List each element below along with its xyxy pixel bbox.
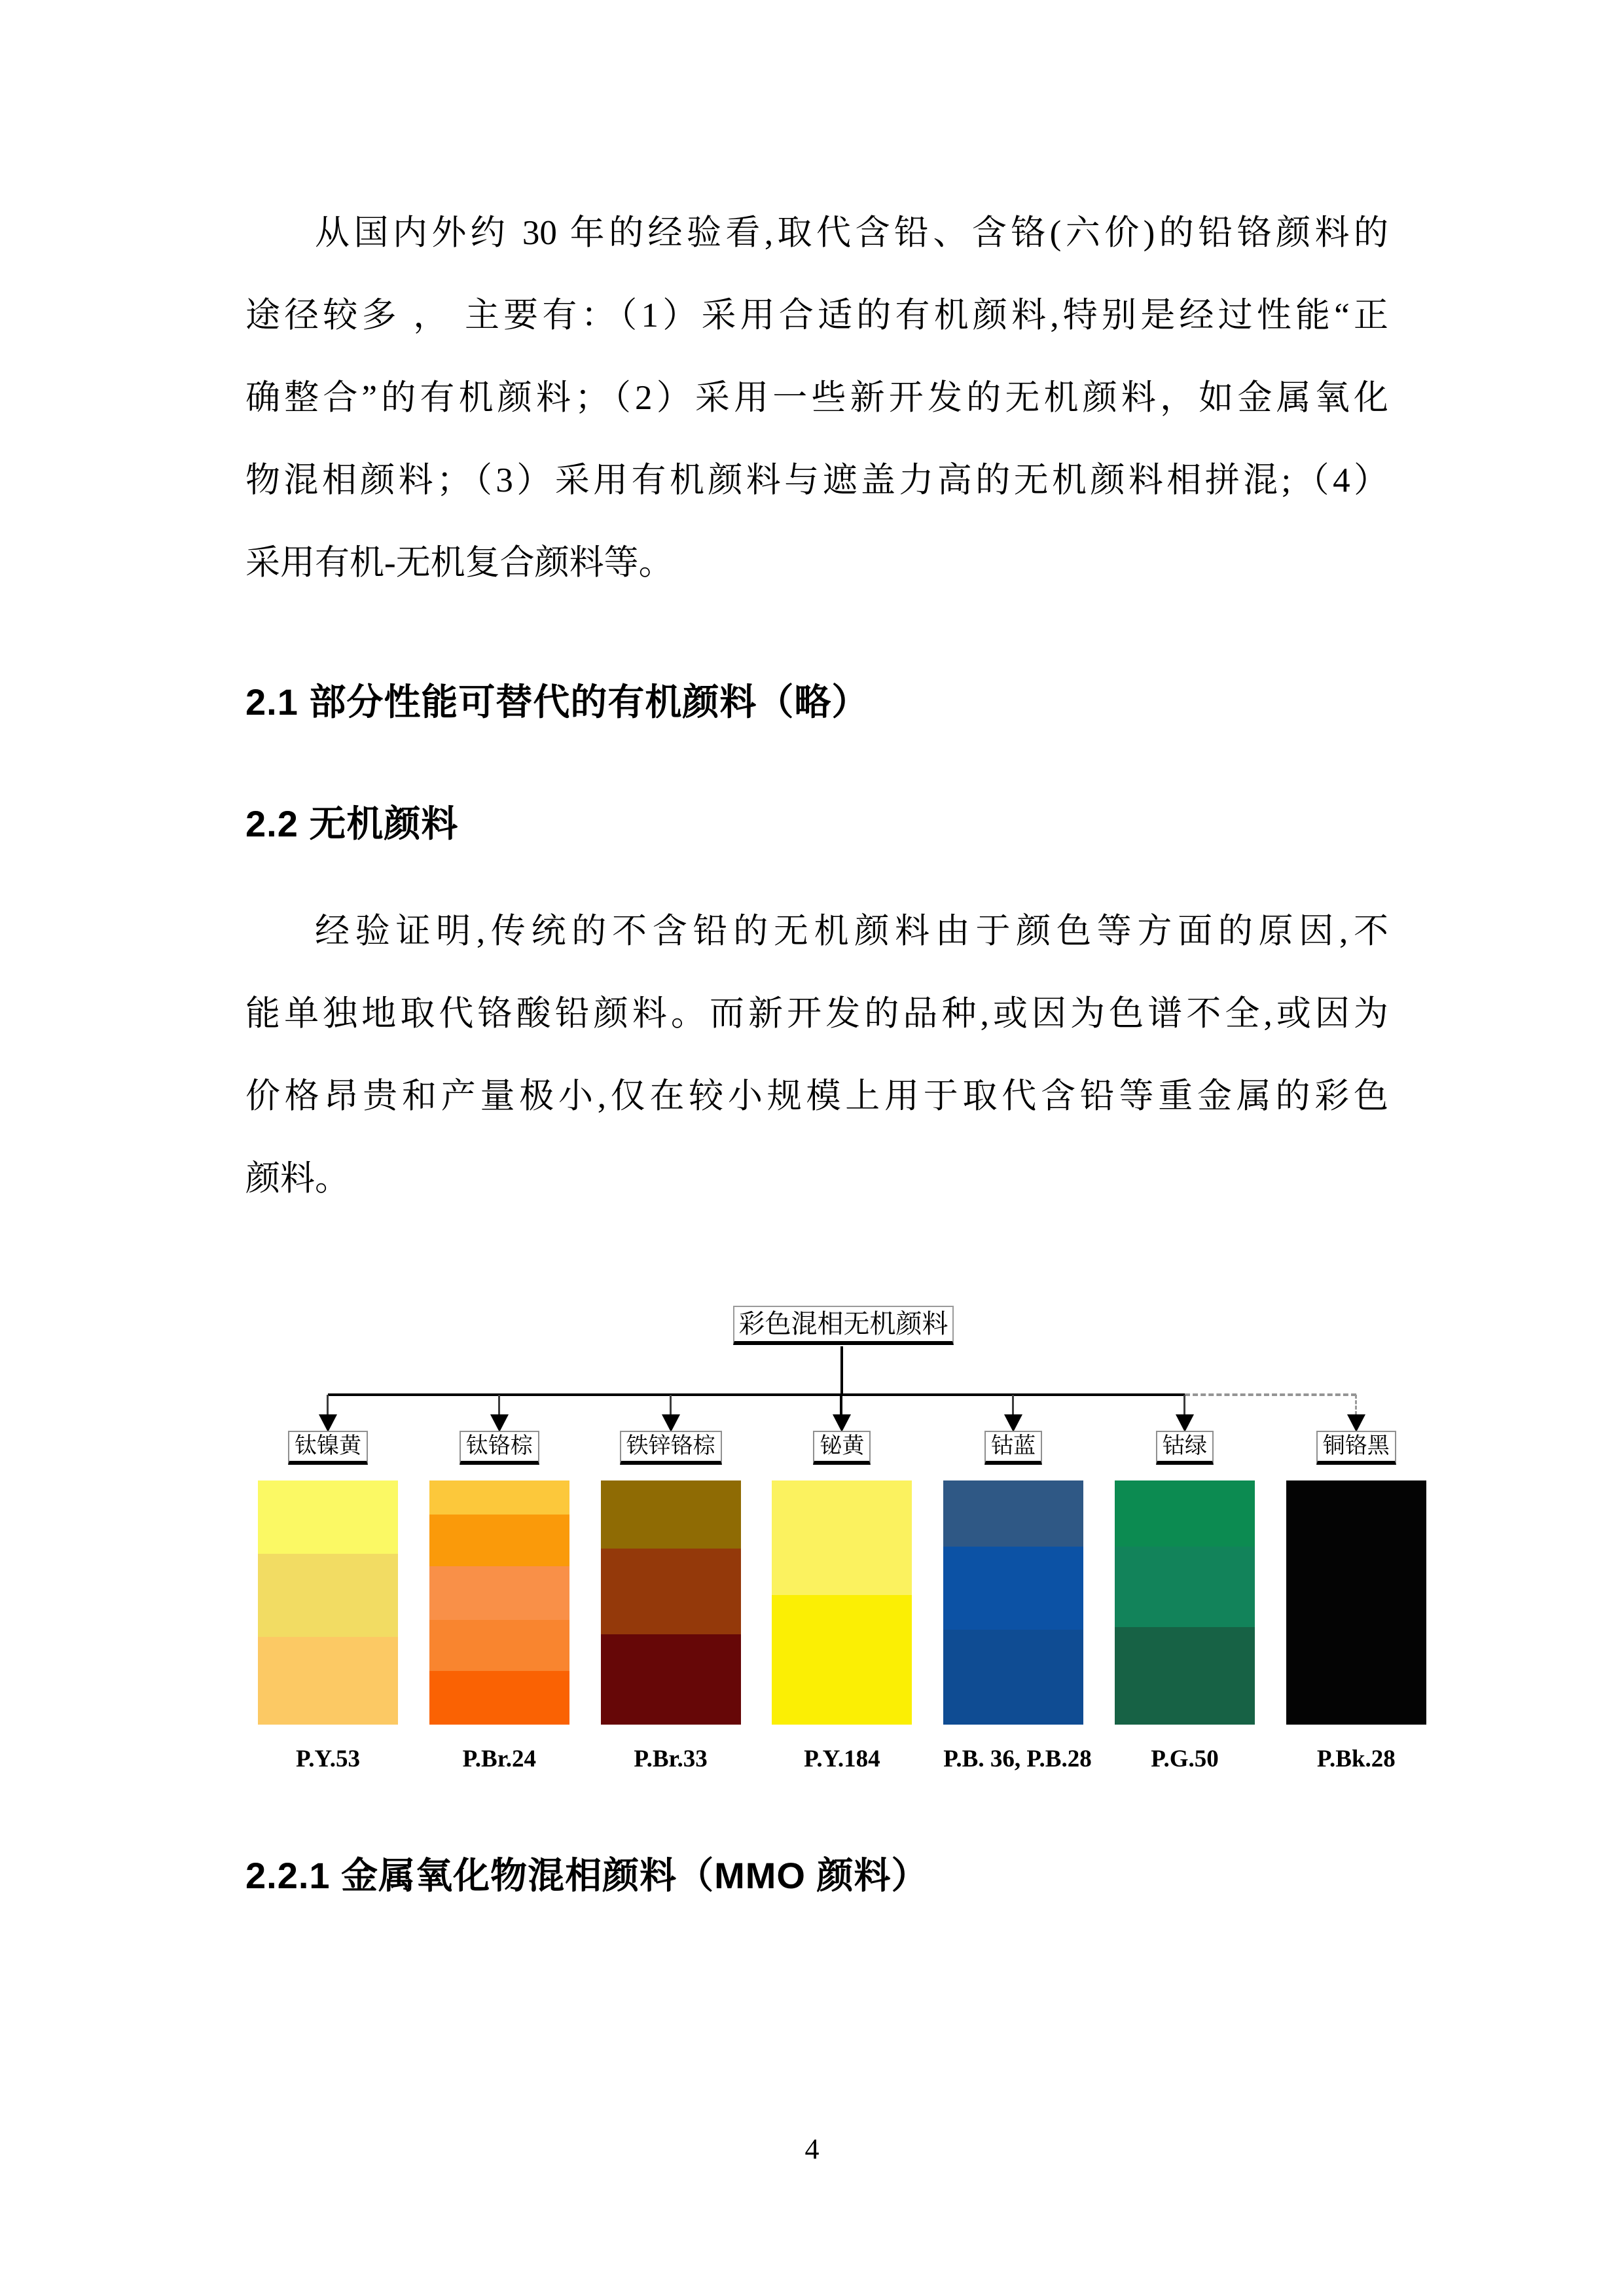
- arrow-down-icon: [490, 1414, 509, 1432]
- swatch-band: [943, 1630, 1083, 1725]
- paragraph-line: 经验证明,传统的不含铅的无机颜料由于颜色等方面的原因,不: [315, 912, 1388, 950]
- page-number: 4: [804, 2133, 820, 2165]
- swatch-band: [943, 1480, 1083, 1547]
- pigment-column: [943, 1395, 1092, 1794]
- branch-connector-line: [670, 1395, 672, 1415]
- paragraph-line: 物混相颜料；（3）采用有机颜料与遮盖力高的无机颜料相拼混;（4）: [245, 461, 1388, 499]
- swatch-band: [601, 1634, 741, 1725]
- section-heading-2-2-1: 2.2.1 金属氧化物混相颜料（MMO 颜料）: [245, 1855, 929, 1896]
- branch-connector-line: [498, 1395, 500, 1415]
- arrow-down-icon: [1347, 1414, 1365, 1432]
- paragraph-line: 确整合”的有机颜料；（2）采用一些新开发的无机颜料，如金属氧化: [245, 379, 1388, 417]
- pigment-code-label: P.B. 36, P.B.28: [943, 1746, 1092, 1772]
- pigment-name-box: 钴蓝: [984, 1431, 1042, 1465]
- pigment-code-label: P.Br.33: [634, 1746, 708, 1772]
- arrow-down-icon: [662, 1414, 680, 1432]
- paragraph-line: 采用有机-无机复合颜料等。: [245, 544, 674, 582]
- pigment-column: [258, 1395, 398, 1794]
- pigment-swatch: [429, 1480, 569, 1725]
- diagram-root-box: 彩色混相无机颜料: [733, 1306, 954, 1345]
- pigment-swatch: [1115, 1480, 1255, 1725]
- pigment-swatch: [601, 1480, 741, 1725]
- swatch-band: [429, 1566, 569, 1620]
- pigment-name-box: 钛镍黄: [288, 1431, 368, 1465]
- paragraph-line: 途径较多 ， 主要有：（1）采用合适的有机颜料,特别是经过性能“正: [245, 296, 1388, 334]
- pigment-code-label: P.Bk.28: [1316, 1746, 1396, 1772]
- swatch-band: [258, 1637, 398, 1725]
- pigment-column: [429, 1395, 569, 1794]
- swatch-band: [601, 1549, 741, 1634]
- pigment-column: [601, 1395, 741, 1794]
- paragraph-line: 能单独地取代铬酸铅颜料。而新开发的品种,或因为色谱不全,或因为: [245, 995, 1388, 1033]
- pigment-name-box: 铜铬黑: [1316, 1431, 1396, 1465]
- paragraph-line: 从国内外约 30 年的经验看,取代含铅、含铬(六价)的铅铬颜料的: [315, 214, 1388, 252]
- pigment-code-label: P.Y.184: [804, 1746, 880, 1772]
- arrow-down-icon: [1176, 1414, 1194, 1432]
- swatch-band: [429, 1480, 569, 1515]
- pigment-swatch: [258, 1480, 398, 1725]
- branch-connector-line: [1183, 1395, 1185, 1415]
- pigment-name-box: 钴绿: [1156, 1431, 1214, 1465]
- swatch-band: [772, 1595, 912, 1725]
- swatch-band: [258, 1480, 398, 1554]
- arrow-down-icon: [1004, 1414, 1022, 1432]
- arrow-down-icon: [833, 1414, 851, 1432]
- swatch-band: [429, 1620, 569, 1671]
- branch-connector-line: [840, 1395, 842, 1415]
- section-heading-2-1: 2.1 部分性能可替代的有机颜料（略）: [245, 681, 869, 723]
- pigment-code-label: P.G.50: [1151, 1746, 1219, 1772]
- pigment-column: [1115, 1395, 1255, 1794]
- pigment-name-box: 钛铬棕: [460, 1431, 539, 1465]
- swatch-band: [258, 1554, 398, 1637]
- paragraph-intro: [245, 192, 1388, 604]
- diagram-root-stem: [840, 1346, 843, 1395]
- pigment-name-box: 铋黄: [813, 1431, 871, 1465]
- section-heading-2-2: 2.2 无机颜料: [245, 803, 459, 844]
- swatch-band: [1115, 1627, 1255, 1725]
- swatch-band: [943, 1547, 1083, 1630]
- swatch-band: [429, 1515, 569, 1566]
- swatch-band: [429, 1671, 569, 1725]
- paragraph-line: 颜料。: [245, 1160, 350, 1198]
- branch-connector-line: [1355, 1395, 1357, 1415]
- pigment-swatch: [1286, 1480, 1426, 1725]
- swatch-band: [1115, 1547, 1255, 1627]
- pigment-code-label: P.Br.24: [462, 1746, 536, 1772]
- pigment-code-label: P.Y.53: [295, 1746, 361, 1772]
- swatch-band: [601, 1480, 741, 1549]
- branch-connector-line: [327, 1395, 329, 1415]
- paragraph-inorganic: [245, 890, 1388, 1220]
- swatch-band: [1286, 1480, 1426, 1725]
- pigment-column: [1286, 1395, 1426, 1794]
- pigment-swatch: [943, 1480, 1083, 1725]
- paragraph-line: 价格昂贵和产量极小,仅在较小规模上用于取代含铅等重金属的彩色: [245, 1077, 1388, 1115]
- pigment-column: [772, 1395, 912, 1794]
- swatch-band: [772, 1480, 912, 1595]
- pigment-name-box: 铁锌铬棕: [620, 1431, 722, 1465]
- pigment-swatch: [772, 1480, 912, 1725]
- swatch-band: [1115, 1480, 1255, 1547]
- arrow-down-icon: [319, 1414, 337, 1432]
- branch-connector-line: [1012, 1395, 1014, 1415]
